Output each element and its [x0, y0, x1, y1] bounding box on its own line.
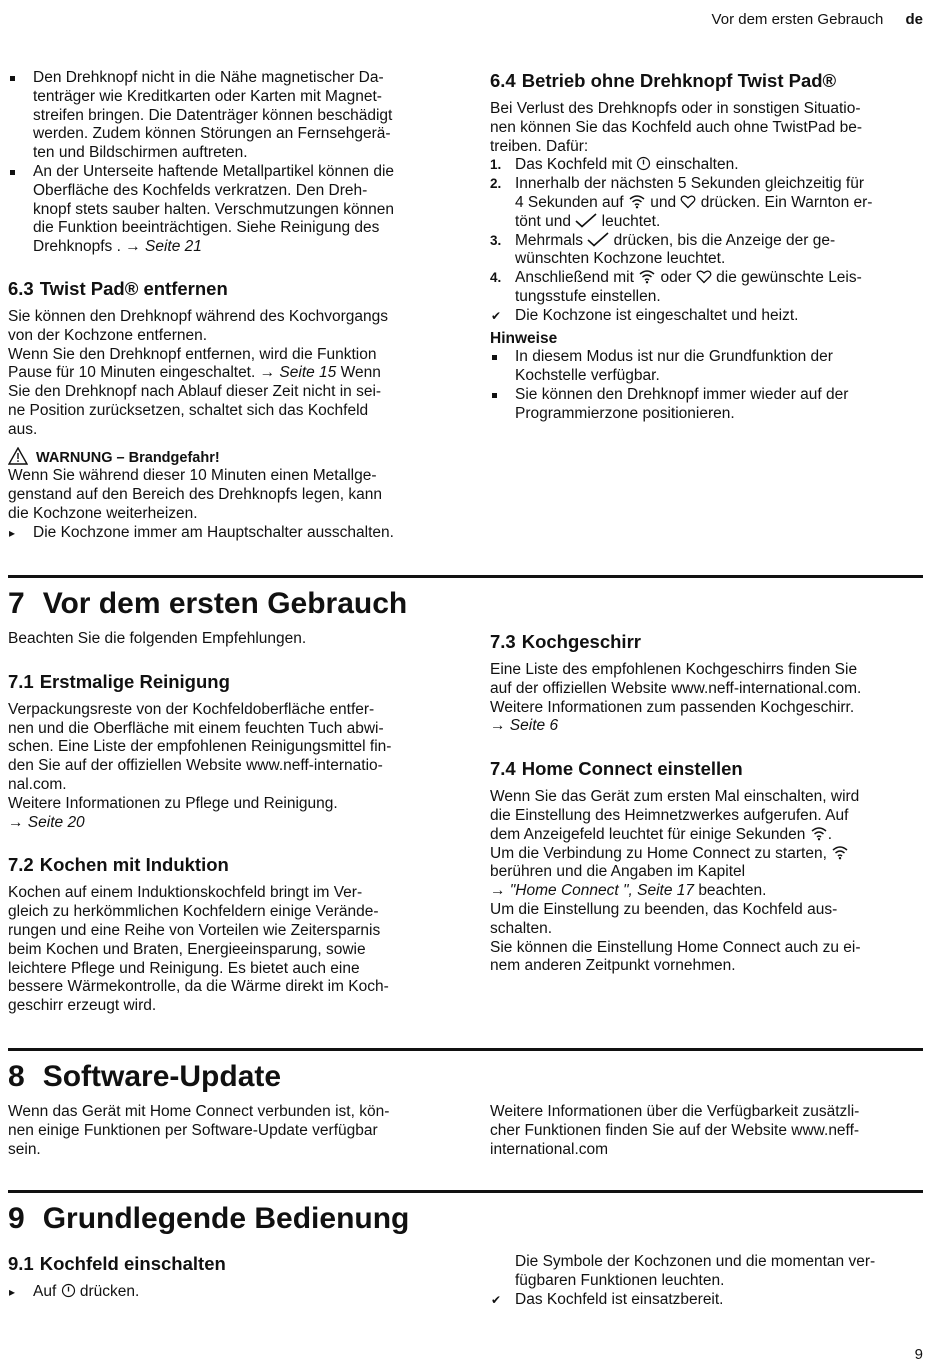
cross-reference-link[interactable]: → Seite 21: [125, 238, 202, 256]
notes-heading: Hinweise: [490, 329, 558, 347]
section-heading-7-3: 7.3 Kochgeschirr: [490, 631, 641, 652]
chapter-7-left-column: [8, 630, 448, 1016]
power-icon: [61, 1283, 76, 1298]
header-lang: de: [905, 11, 923, 28]
chapter-9-right-column: [490, 1253, 925, 1309]
section-7-2-body: Kochen auf einem Induktionskochfeld bringt im Ver- gleich zu herkömmlichen Kochfeldern einige Verände- rungen und eine Reihe von Vorteilen wie Zeitersparnis beim Kochen und Braten, Energieeinsparung, sowie leichtere Pflege und Reinigung. Es bietet auch eine bessere Wärmekontrolle, da die Wärme direkt im Koch- geschirr erzeugt wird.: [8, 884, 389, 1015]
heart-minus-icon: [680, 194, 696, 209]
chapter-heading-8: 8 Software-Update: [8, 1060, 282, 1093]
list-item: Sie können den Drehknopf immer wieder auf der Programmierzone positionieren.: [490, 386, 925, 424]
list-item: In diesem Modus ist nur die Grundfunktion der Kochstelle verfügbar.: [490, 348, 925, 386]
checkmark-icon: [575, 213, 597, 228]
section-heading-6-3: 6.3 Twist Pad® entfernen: [8, 277, 228, 299]
result-list: ✔ Die Kochzone ist eingeschaltet und heizt.: [490, 307, 925, 326]
section-7-4-body: Wenn Sie das Gerät zum ersten Mal einschalten, wird die Einstellung des Heimnetzwerkes aufgerufen. Auf dem Anzeigefeld leuchtet für einige Sekunden . Um die Verbindung zu Home Connect zu starten, berühren und die Angaben im Kapitel → "Home Connect ", Seite 17 beachten. Um die Einstellung zu beenden, das Kochfeld aus- schalten. Sie können die Einstellung Home Connect auch zu ei- nem anderen Zeitpunkt vornehmen.: [490, 788, 861, 975]
section-heading-9-1: 9.1 Kochfeld einschalten: [8, 1253, 226, 1274]
chapter-8-left-column: Wenn das Gerät mit Home Connect verbunden ist, kön- nen einige Funktionen per Software-Update verfügbar sein.: [8, 1103, 390, 1158]
warning-triangle-icon: [8, 447, 28, 465]
section-heading-7-2: 7.2 Kochen mit Induktion: [8, 854, 229, 876]
section-6-3-body: Sie können den Drehknopf während des Kochvorgangs von der Kochzone entfernen. Wenn Sie den Drehknopf entfernen, wird die Funktion Pause für 10 Minuten eingeschaltet. → Seite 15 Wenn Sie den Drehknopf nach Ablauf dieser Zeit nicht in sei- ne Position zurücksetzen, schaltet sich das Kochfeld aus.: [8, 307, 389, 438]
cross-reference-link[interactable]: → Seite 15: [259, 364, 337, 382]
cross-reference-link[interactable]: → "Home Connect ", Seite 17: [490, 882, 694, 900]
section-heading-7-4: 7.4 Home Connect einstellen: [490, 758, 743, 780]
header-title: Vor dem ersten Gebrauch: [711, 11, 884, 28]
power-icon: [636, 156, 651, 171]
list-item: ▸ Auf drücken.: [8, 1283, 448, 1302]
chapter-heading-7: 7 Vor dem ersten Gebrauch: [8, 587, 408, 620]
right-top-column: [490, 70, 925, 424]
section-7-1-body: Verpackungsreste von der Kochfeldoberfläche entfer- nen und die Oberfläche mit einem feuchten Tuch abwi- schen. Eine Liste der empfohlenen Reinigungsmittel fin- den Sie auf der offiziellen Website www.neff-internatio- nal.com. Weitere Informationen zu Pflege und Reinigung. → Seite 20: [8, 701, 448, 833]
running-header: [712, 11, 923, 30]
chapter-8-right-column: Weitere Informationen über die Verfügbarkeit zusätzli- cher Funktionen finden Sie auf der Website www.neff- international.com: [490, 1103, 860, 1158]
list-item: 2. Innerhalb der nächsten 5 Sekunden gleichzeitig für 4 Sekunden auf und drücken. Ein Warnton er- tönt und leuchtet.: [490, 175, 873, 230]
list-item: Den Drehknopf nicht in die Nähe magnetischer Da- tenträger wie Kreditkarten oder Karten mit Magnet- streifen bringen. Die Datenträger können beschädigt werden. Zudem können Störungen an Fernsehgerä- ten und Bildschirmen auftreten.: [8, 69, 448, 163]
warning-text: Wenn Sie während dieser 10 Minuten einen Metallge- genstand auf den Bereich des Drehknopfs legen, kann die Kochzone weiterheizen.: [8, 467, 382, 522]
chapter-heading-9: 9 Grundlegende Bedienung: [8, 1202, 410, 1235]
result-list: ✔ Das Kochfeld ist einsatzbereit.: [490, 1291, 925, 1310]
steps-list: [490, 156, 925, 306]
page-number: 9: [914, 1346, 923, 1364]
chapter-7-right-column: [490, 631, 925, 976]
left-top-column: [8, 69, 448, 543]
warning-heading: WARNUNG – Brandgefahr!: [8, 447, 448, 468]
wifi-plus-icon: [831, 845, 849, 860]
section-6-4-intro: Bei Verlust des Drehknopfs oder in sonstigen Situatio- nen können Sie das Kochfeld auch ohne TwistPad be- treiben. Dafür:: [490, 100, 862, 155]
chapter-9: [8, 1190, 923, 1237]
wifi-plus-icon: [638, 269, 656, 284]
list-item: 1. Das Kochfeld mit einschalten.: [490, 156, 739, 174]
list-item: 3. Mehrmals drücken, bis die Anzeige der ge- wünschten Kochzone leuchtet.: [490, 231, 836, 268]
magnet-bullets: [8, 69, 448, 257]
section-7-3-body: Eine Liste des empfohlenen Kochgeschirrs finden Sie auf der offiziellen Website www.neff-international.com. Weitere Informationen zum passenden Kochgeschirr. → Seite 6: [490, 661, 925, 736]
section-9-1-result-text: Die Symbole der Kochzonen und die momentan ver- fügbaren Funktionen leuchten.: [515, 1253, 876, 1289]
chapter-7: [8, 575, 923, 622]
action-list: [8, 1283, 448, 1302]
section-heading-6-4: 6.4 Betrieb ohne Drehknopf Twist Pad®: [490, 70, 837, 91]
wifi-plus-icon: [628, 194, 646, 209]
notes-list: [490, 348, 925, 423]
chapter-8: [8, 1048, 923, 1095]
chapter-7-intro: Beachten Sie die folgenden Empfehlungen.: [8, 630, 307, 647]
cross-reference-link[interactable]: → Seite 6: [490, 717, 559, 735]
list-item: 4. Anschließend mit oder die gewünschte Leis- tungsstufe einstellen.: [490, 269, 862, 305]
chapter-9-left-column: [8, 1253, 448, 1302]
checkmark-icon: [587, 232, 609, 247]
cross-reference-link[interactable]: → Seite 20: [8, 813, 85, 831]
wifi-plus-icon: [810, 826, 828, 841]
section-heading-7-1: 7.1 Erstmalige Reinigung: [8, 670, 230, 692]
list-item: An der Unterseite haftende Metallpartikel können die Oberfläche des Kochfelds verkratzen. Den Dreh- knopf stets sauber halten. Verschmutzungen können die Funktion beeinträchtigen. Siehe Reinigung des Drehknopfs . → Seite 21: [8, 163, 448, 257]
heart-minus-icon: [696, 269, 712, 284]
warning-action: ▸ Die Kochzone immer am Hauptschalter ausschalten.: [8, 524, 448, 543]
